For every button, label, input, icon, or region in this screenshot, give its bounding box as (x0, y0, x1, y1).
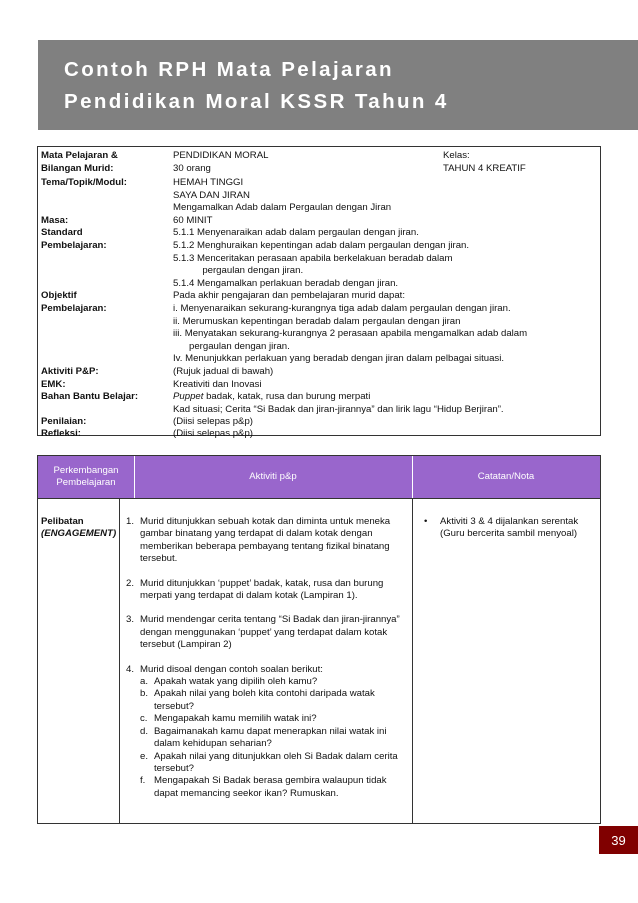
question-letter: e. (140, 750, 149, 762)
question-text: Mengapakah kamu memilih watak ini? (154, 713, 317, 725)
aktiviti-value: (Rujuk jadual di bawah) (173, 366, 274, 377)
bbb-label: Bahan Bantu Belajar: (41, 391, 139, 403)
lesson-info-box (37, 146, 601, 439)
objektif-line-4: iii. Menyatakan sekurang-kurangnya 2 perasaan apabila mengamalkan adab dalam (173, 328, 528, 340)
objektif-line-5: pergaulan dengan jiran. (173, 340, 290, 352)
kelas-label: Kelas: (443, 150, 470, 161)
penilaian-value: (Diisi selepas p&p) (173, 416, 253, 428)
objektif-label-1: Objektif (41, 290, 77, 302)
bilangan-murid-label: Bilangan Murid: (41, 162, 114, 174)
standard-line-5: 5.1.4 Mengamalkan perlakuan beradab dengan jiran. (173, 277, 399, 289)
header-aktiviti: Aktiviti p&p (134, 456, 413, 498)
bullet-icon: • (424, 516, 428, 527)
notes-cell (418, 516, 598, 541)
question-letter: f. (140, 775, 146, 787)
activity-table-header (38, 456, 600, 498)
objektif-label-2: Pembelajaran: (41, 303, 107, 314)
tema-line-3: Mengamalkan Adab dalam Pergaulan dengan Jiran (173, 202, 392, 214)
header-catatan: Catatan/Nota (477, 470, 535, 482)
kelas-value: TAHUN 4 KREATIF (443, 162, 526, 174)
question-item (140, 726, 408, 751)
list-item (126, 664, 408, 800)
list-item (126, 516, 408, 566)
emk-value: Kreativiti dan Inovasi (173, 378, 262, 390)
column-divider-2 (412, 498, 413, 823)
question-text: Bagaimanakah kamu dapat menerapkan nilai watak ini dalam kehidupan seharian? (154, 725, 387, 750)
header-divider (38, 498, 600, 499)
aktiviti-label: Aktiviti P&P: (41, 366, 99, 377)
bbb-line-2: Kad situasi; Cerita “Si Badak dan jiran-jirannya” dan lirik lagu “Hidup Berjiran”. (173, 403, 504, 415)
question-text: Apakah nilai yang ditunjukkan oleh Si Badak dalam cerita tersebut? (154, 750, 398, 774)
activity-number: 3. (126, 614, 135, 626)
activity-table (37, 455, 601, 824)
stage-cell (41, 516, 116, 541)
activity-text: Murid mendengar cerita tentang “Si Badak dan jiran-jirannya” dengan menggunakan ‘puppet’ yang terdapat dalam kotak tersebut (Lampiran 2) (140, 614, 400, 651)
activity-text: Murid ditunjukkan ‘puppet’ badak, katak, rusa dan burung merpati yang terdapat di dalam kotak (Lampiran 1). (140, 577, 384, 602)
standard-label-1: Standard (41, 227, 83, 239)
question-text: Apakah watak yang dipilih oleh kamu? (154, 676, 318, 688)
bbb-line-1 (173, 391, 370, 404)
question-item (140, 751, 408, 776)
standard-line-1: 5.1.1 Menyenaraikan adab dalam pergaulan dengan jiran. (173, 227, 419, 239)
title-banner (38, 40, 638, 130)
list-item (126, 578, 408, 603)
activity-text: Murid disoal dengan contoh soalan berikut: (140, 663, 323, 675)
question-text: Mengapakah Si Badak berasa gembira walaupun tidak dapat memancing seekor ikan? Rumuskan. (154, 775, 387, 799)
objektif-line-3: ii. Merumuskan kepentingan beradab dalam pergaulan dengan jiran (173, 315, 461, 327)
question-letter: c. (140, 713, 148, 725)
note-item (418, 516, 598, 541)
stage-name: Pelibatan (41, 516, 84, 527)
question-item (140, 688, 408, 713)
bbb-line-1-rest: badak, katak, rusa dan burung merpati (203, 391, 371, 403)
question-item (140, 713, 408, 725)
question-letter: a. (140, 676, 149, 688)
refleksi-value: (Diisi selepas p&p) (173, 427, 253, 439)
standard-line-2: 5.1.2 Menghuraikan kepentingan adab dalam pergaulan dengan jiran. (173, 240, 470, 251)
tema-label: Tema/Topik/Modul: (41, 177, 127, 188)
objektif-line-2: i. Menyenaraikan sekurang-kurangnya tiga adab dalam pergaulan dengan jiran. (173, 303, 511, 314)
activity-number: 4. (126, 663, 135, 675)
question-letter: b. (140, 688, 149, 700)
standard-label-2: Pembelajaran: (41, 240, 107, 251)
emk-label: EMK: (41, 378, 66, 390)
header-col1-line1: Perkembangan (53, 464, 119, 476)
mata-pelajaran-value: PENDIDIKAN MORAL (173, 150, 269, 161)
activity-number: 1. (126, 516, 135, 527)
activity-text: Murid ditunjukkan sebuah kotak dan diminta untuk meneka gambar binatang yang terdapat di dalam kotak dengan memberikan beberapa pembayang tentang fizikal binatang tersebut. (140, 516, 391, 565)
question-letter: d. (140, 725, 149, 737)
question-item (140, 775, 408, 800)
masa-label: Masa: (41, 214, 69, 226)
penilaian-label: Penilaian: (41, 416, 87, 428)
list-item (126, 614, 408, 651)
activity-list (126, 516, 408, 800)
page-title-line-1: Contoh RPH Mata Pelajaran (64, 58, 394, 81)
stage-english: (ENGAGEMENT) (41, 528, 117, 540)
mata-pelajaran-label: Mata Pelajaran & (41, 150, 118, 161)
bbb-puppet-word: Puppet (173, 391, 204, 403)
page-number: 39 (599, 826, 638, 854)
question-text: Apakah nilai yang boleh kita contohi daripada watak tersebut? (154, 688, 375, 712)
page-title-line-2: Pendidikan Moral KSSR Tahun 4 (64, 90, 449, 113)
note-text: Aktiviti 3 & 4 dijalankan serentak (Guru bercerita sambil menyoal) (440, 516, 579, 540)
refleksi-label: Refleksi: (41, 427, 81, 439)
tema-line-1: HEMAH TINGGI (173, 177, 244, 188)
question-item (140, 676, 408, 688)
activity-number: 2. (126, 577, 135, 589)
standard-line-4: pergaulan dengan jiran. (173, 265, 304, 277)
bilangan-murid-value: 30 orang (173, 162, 211, 174)
standard-line-3: 5.1.3 Menceritakan perasaan apabila berkelakuan beradab dalam (173, 252, 453, 264)
objektif-line-1: Pada akhir pengajaran dan pembelajaran murid dapat: (173, 290, 406, 302)
tema-line-2: SAYA DAN JIRAN (173, 189, 250, 201)
column-divider-1 (119, 498, 120, 823)
objektif-line-6: Iv. Menunjukkan perlakuan yang beradab dengan jiran dalam pelbagai situasi. (173, 353, 505, 365)
masa-value: 60 MINIT (173, 214, 213, 226)
header-col1-line2: Pembelajaran (56, 477, 116, 488)
header-perkembangan (38, 456, 135, 498)
